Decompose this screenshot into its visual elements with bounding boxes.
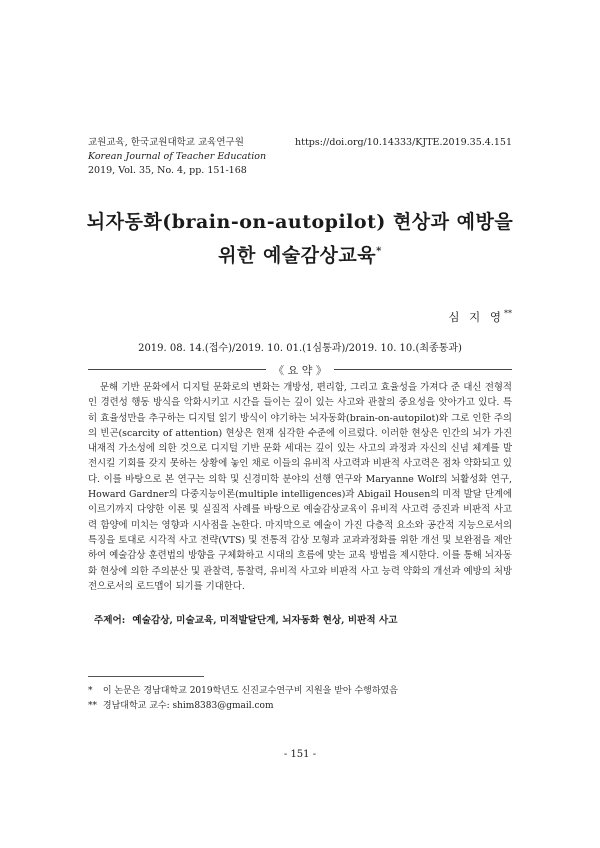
institution-line: 교원교육, 한국교원대학교 교육연구원 bbox=[88, 137, 244, 148]
footnotes bbox=[88, 684, 398, 714]
title-line-2: 위한 예술감상교육 bbox=[218, 244, 377, 267]
keywords-line bbox=[94, 612, 514, 626]
doi-link[interactable]: https://doi.org/10.14333/KJTE.2019.35.4.151 bbox=[295, 137, 512, 148]
keywords-text: 예술감상, 미술교육, 미적발달단계, 뇌자동화 현상, 비판적 사고 bbox=[132, 615, 398, 626]
author-name bbox=[448, 309, 512, 325]
page-number: - 151 - bbox=[283, 749, 317, 760]
footnote-funding bbox=[88, 684, 398, 699]
abstract-heading-label: 《 요 약 》 bbox=[273, 364, 327, 377]
paper-title bbox=[60, 207, 540, 270]
abstract-heading bbox=[88, 362, 512, 378]
review-dates: 2019. 08. 14.(접수)/2019. 10. 01.(1심통과)/2019. 10. 10.(최종통과) bbox=[138, 343, 462, 354]
title-footnote-mark[interactable]: * bbox=[376, 246, 382, 257]
journal-english-title: Korean Journal of Teacher Education bbox=[88, 151, 267, 162]
author-footnote-mark[interactable]: ** bbox=[504, 309, 512, 319]
abstract-rule-right bbox=[334, 369, 512, 370]
footnote-mark: ** bbox=[88, 701, 97, 711]
footnote-author bbox=[88, 699, 398, 714]
author-name-text: 심 지 영 bbox=[448, 310, 504, 324]
abstract-body: 문해 기반 문화에서 디지털 문화로의 변화는 개방성, 편리함, 그리고 효율성을 가져다 준 대신 전형적인 경련성 행동 방식을 악화시키고 시간을 들이는 깊이 있는 사고와 관찰의 중요성을 앗아가고 있다. 특히 효율성만을 추구하는 디지털 읽기 방식이 야기하는 뇌자동화(brain-on-autopilot)와 그로 인한 주의의 빈곤(scarcity of attention) 현상은 현재 심각한 수준에 이르렀다. 이러한 현상은 인간의 뇌가 가진 내재적 가소성에 의한 것으로 디지털 기반 문화 세대는 깊이 있는 사고의 과정과 자신의 신념 체계를 발전시킬 기회를 갖지 못하는 상황에 놓인 채로 이들의 유비적 사고력과 비판적 사고력은 점차 약화되고 있다. 이를 바탕으로 본 연구는 의학 및 신경미학 분야의 선행 연구와 Maryanne Wolf의 뇌활성화 연구, Howard Gardner의 다중지능이론(multiple intelligences)과 Abigail Housen의 미적 발달 단계에 이르기까지 다양한 이론 및 실질적 사례를 바탕으로 예술감상교육이 유비적 사고력 증진과 비판적 사고력 함양에 미치는 영향과 시사점을 논한다. 마지막으로 예술이 가진 다층적 요소와 공간적 지능으로서의 특징을 토대로 시각적 사고 전략(VTS) 및 전통적 감상 모형과 교과과정화를 위한 개선 및 보완점을 제안하여 예술감상 훈련법의 방향을 구체화하고 시대의 흐름에 맞는 교육 방법을 제시한다. 이를 통해 뇌자동화 현상에 의한 주의분산 및 관찰력, 통찰력, 유비적 사고와 비판적 사고 능력 약화의 개선과 예방의 처방전으로서의 로드맵이 되기를 기대한다. bbox=[88, 382, 512, 592]
footnote-text: 이 논문은 경남대학교 2019학년도 신진교수연구비 지원을 받아 수행하였음 bbox=[102, 686, 398, 696]
journal-header bbox=[88, 136, 266, 178]
volume-info: 2019, Vol. 35, No. 4, pp. 151-168 bbox=[88, 165, 247, 176]
keywords-label: 주제어: bbox=[94, 615, 126, 626]
footnote-mark: * bbox=[88, 686, 93, 696]
footnote-divider bbox=[88, 676, 204, 677]
title-line-1: 뇌자동화(brain-on-autopilot) 현상과 예방을 bbox=[86, 211, 514, 233]
footnote-text: 경남대학교 교수: shim8383@gmail.com bbox=[102, 701, 274, 711]
